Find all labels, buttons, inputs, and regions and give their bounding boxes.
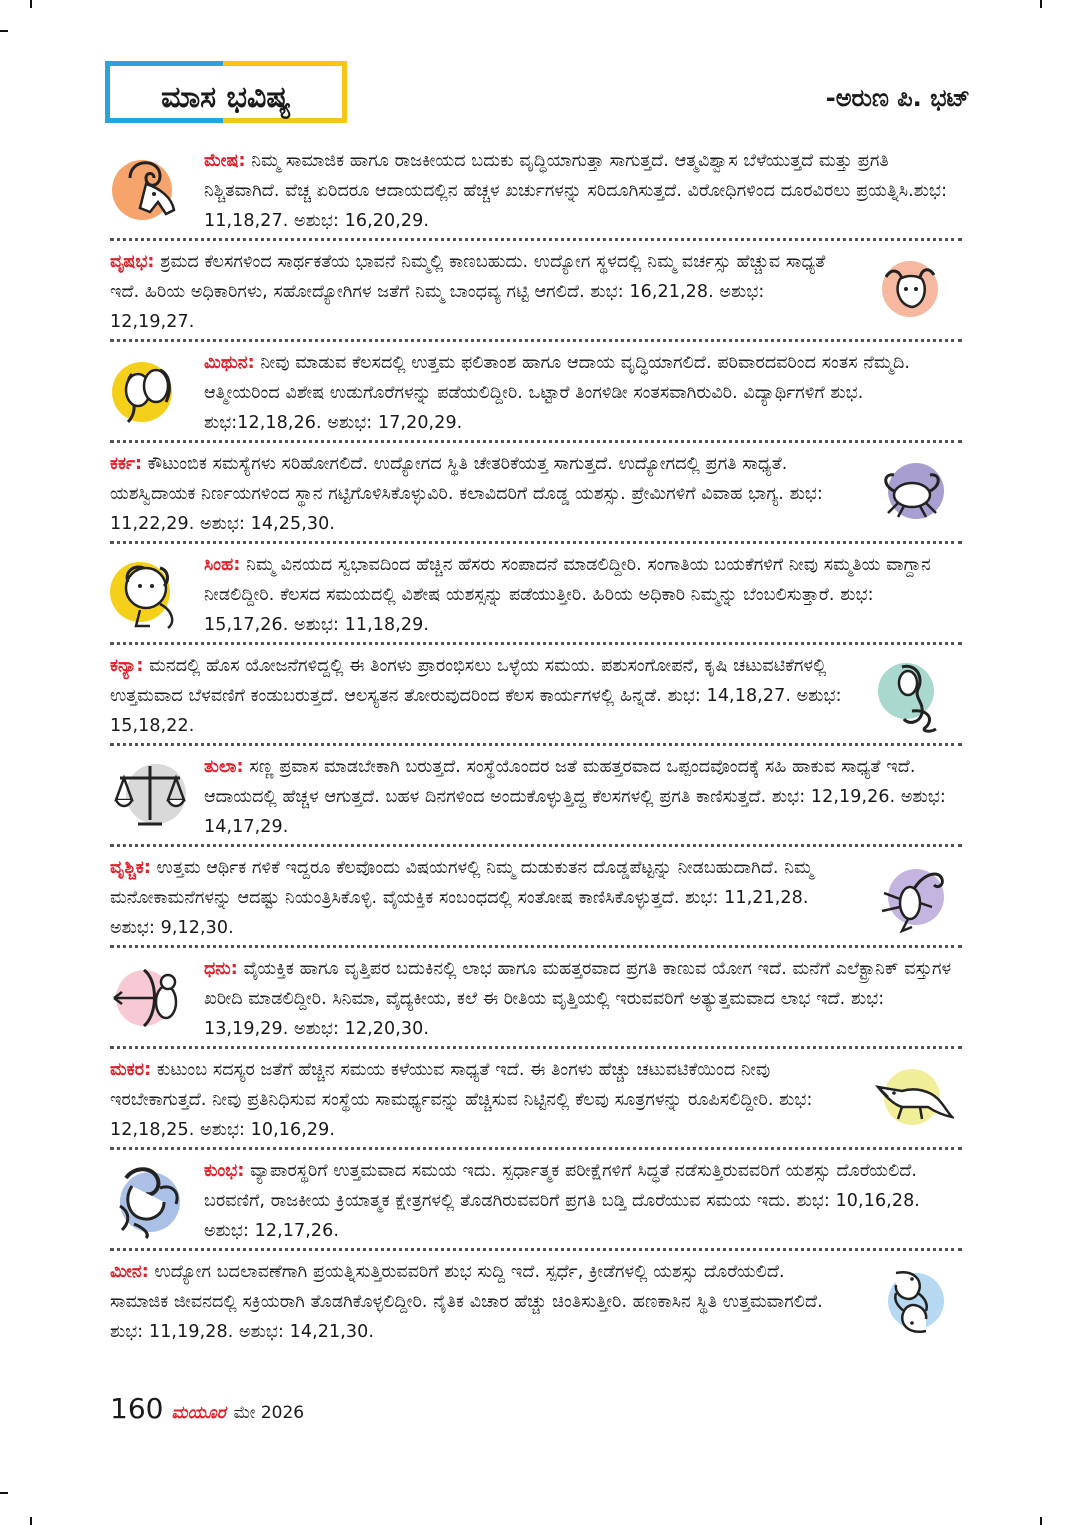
sign-name: ಮೇಷ: xyxy=(204,151,246,171)
entry-text xyxy=(110,247,842,337)
sign-name: ಸಿಂಹ: xyxy=(204,555,241,575)
crop-mark xyxy=(30,0,32,8)
libra-scales-icon xyxy=(110,754,192,836)
scorpio-scorpion-icon xyxy=(872,855,954,937)
entry-text xyxy=(204,550,962,640)
issue-date: ಮೇ 2026 xyxy=(233,1403,305,1423)
title-box xyxy=(110,66,342,128)
cancer-crab-icon xyxy=(872,451,954,533)
entry-text xyxy=(110,651,842,741)
sign-name: ಧನು: xyxy=(204,959,238,979)
prediction-text: ನಿಮ್ಮ ವಿನಯದ ಸ್ವಭಾವದಿಂದ ಹೆಚ್ಚಿನ ಹೆಸರು ಸಂಪಾದನೆ ಮಾಡಲಿದ್ದೀರಿ. ಸಂಗಾತಿಯ ಬಯಕೆಗಳಿಗೆ ನೀವು ಸಮ್ಮತಿಯ ವಾಗ್ದಾನ ನೀಡಲಿದ್ದೀರಿ. ಕೆಲಸದ ಸಮಯದಲ್ಲಿ ವಿಶೇಷ ಯಶಸ್ಸನ್ನು ಪಡೆಯುತ್ತೀರಿ. ಹಿರಿಯ ಅಧಿಕಾರಿ ನಿಮ್ಮನ್ನು ಬೆಂಬಲಿಸುತ್ತಾರೆ. ಶುಭ: 15,17,26. ಅಶುಭ: 11,18,29. xyxy=(204,555,931,635)
page-footer xyxy=(110,1392,304,1425)
entry-text xyxy=(110,449,842,539)
horoscope-entry-sagittarius xyxy=(110,948,962,1049)
horoscope-entry-cancer xyxy=(110,443,962,544)
entry-text xyxy=(110,1257,842,1347)
entry-text xyxy=(110,853,842,943)
entry-text xyxy=(204,752,962,842)
prediction-text: ನೀವು ಮಾಡುವ ಕೆಲಸದಲ್ಲಿ ಉತ್ತಮ ಫಲಿತಾಂಶ ಹಾಗೂ ಆದಾಯ ವೃದ್ಧಿಯಾಗಲಿದೆ. ಪರಿವಾರದವರಿಂದ ಸಂತಸ ನೆಮ್ಮದಿ. ಆತ್ಮೀಯರಿಂದ ವಿಶೇಷ ಉಡುಗೊರೆಗಳನ್ನು ಪಡೆಯಲಿದ್ದೀರಿ. ಒಟ್ಟಾರೆ ತಿಂಗಳಿಡೀ ಸಂತಸವಾಗಿರುವಿರಿ. ವಿದ್ಯಾರ್ಥಿಗಳಿಗೆ ಶುಭ. ಶುಭ:12,18,26. ಅಶುಭ: 17,20,29. xyxy=(204,353,911,433)
horoscope-entry-libra xyxy=(110,746,962,847)
entry-text xyxy=(204,954,962,1044)
sign-name: ಕರ್ಕ: xyxy=(110,454,143,474)
pisces-fish-icon xyxy=(872,1259,954,1341)
horoscope-entry-pisces xyxy=(110,1251,962,1352)
prediction-text: ಮನದಲ್ಲಿ ಹೊಸ ಯೋಜನೆಗಳಿದ್ದಲ್ಲಿ ಈ ತಿಂಗಳು ಪ್ರಾರಂಭಿಸಲು ಒಳ್ಳೆಯ ಸಮಯ. ಪಶುಸಂಗೋಪನೆ, ಕೃಷಿ ಚಟುವಟಿಕೆಗಳಲ್ಲಿ ಉತ್ತಮವಾದ ಬೆಳವಣಿಗೆ ಕಂಡುಬರುತ್ತದೆ. ಆಲಸ್ಯತನ ತೋರುವುದರಿಂದ ಕೆಲಸ ಕಾರ್ಯಗಳಲ್ಲಿ ಹಿನ್ನಡೆ. ಶುಭ: 14,18,27. ಅಶುಭ: 15,18,22. xyxy=(110,656,842,736)
entry-text xyxy=(204,348,962,438)
leo-lion-icon xyxy=(110,552,192,634)
sign-name: ವೃಶ್ಚಿಕ: xyxy=(110,858,151,878)
horoscope-list xyxy=(110,140,962,1352)
entry-text xyxy=(204,1156,962,1246)
page-title: ಮಾಸ ಭವಿಷ್ಯ xyxy=(161,79,291,115)
prediction-text: ಸಣ್ಣ ಪ್ರವಾಸ ಮಾಡಬೇಕಾಗಿ ಬರುತ್ತದೆ. ಸಂಸ್ಥೆಯೊಂದರ ಜತೆ ಮಹತ್ತರವಾದ ಒಪ್ಪಂದವೊಂದಕ್ಕೆ ಸಹಿ ಹಾಕುವ ಸಾಧ್ಯತೆ ಇದೆ. ಆದಾಯದಲ್ಲಿ ಹೆಚ್ಚಳ ಆಗುತ್ತದೆ. ಬಹಳ ದಿನಗಳಿಂದ ಅಂದುಕೊಳ್ಳುತ್ತಿದ್ದ ಕೆಲಸಗಳಲ್ಲಿ ಪ್ರಗತಿ ಕಾಣಿಸುತ್ತದೆ. ಶುಭ: 12,19,26. ಅಶುಭ: 14,17,29. xyxy=(204,757,946,837)
prediction-text: ಉದ್ಯೋಗ ಬದಲಾವಣೆಗಾಗಿ ಪ್ರಯತ್ನಿಸುತ್ತಿರುವವರಿಗೆ ಶುಭ ಸುದ್ದಿ ಇದೆ. ಸ್ಪರ್ಧೆ, ಕ್ರೀಡೆಗಳಲ್ಲಿ ಯಶಸ್ಸು ದೊರೆಯಲಿದೆ. ಸಾಮಾಜಿಕ ಜೀವನದಲ್ಲಿ ಸಕ್ರಿಯರಾಗಿ ತೊಡಗಿಕೊಳ್ಳಲಿದ್ದೀರಿ. ನೈತಿಕ ವಿಚಾರ ಹೆಚ್ಚು ಚಿಂತಿಸುತ್ತೀರಿ. ಹಣಕಾಸಿನ ಸ್ಥಿತಿ ಉತ್ತಮವಾಗಲಿದೆ. ಶುಭ: 11,19,28. ಅಶುಭ: 14,21,30. xyxy=(110,1262,823,1342)
sign-name: ವೃಷಭ: xyxy=(110,252,155,272)
prediction-text: ನಿಮ್ಮ ಸಾಮಾಜಿಕ ಹಾಗೂ ರಾಜಕೀಯದ ಬದುಕು ವೃದ್ಧಿಯಾಗುತ್ತಾ ಸಾಗುತ್ತದೆ. ಆತ್ಮವಿಶ್ವಾಸ ಬೆಳೆಯುತ್ತದೆ ಮತ್ತು ಪ್ರಗತಿ ನಿಶ್ಚಿತವಾಗಿದೆ. ವೆಚ್ಚ ಏರಿದರೂ ಆದಾಯದಲ್ಲಿನ ಹೆಚ್ಚಳ ಖರ್ಚುಗಳನ್ನು ಸರಿದೂಗಿಸುತ್ತದೆ. ವಿರೋಧಿಗಳಿಂದ ದೂರವಿರಲು ಪ್ರಯತ್ನಿಸಿ.ಶುಭ: 11,18,27. ಅಶುಭ: 16,20,29. xyxy=(204,151,948,231)
taurus-bull-icon xyxy=(872,249,954,331)
prediction-text: ಉತ್ತಮ ಆರ್ಥಿಕ ಗಳಿಕೆ ಇದ್ದರೂ ಕೆಲವೊಂದು ವಿಷಯಗಳಲ್ಲಿ ನಿಮ್ಮ ದುಡುಕುತನ ದೊಡ್ಡಪೆಟ್ಟನ್ನು ನೀಡಬಹುದಾಗಿದೆ. ನಿಮ್ಮ ಮನೋಕಾಮನೆಗಳನ್ನು ಆದಷ್ಟು ನಿಯಂತ್ರಿಸಿಕೊಳ್ಳಿ. ವೈಯಕ್ತಿಕ ಸಂಬಂಧದಲ್ಲಿ ಸಂತೋಷ ಕಾಣಿಸಿಕೊಳ್ಳುತ್ತದೆ. ಶುಭ: 11,21,28. ಅಶುಭ: 9,12,30. xyxy=(110,858,814,938)
horoscope-entry-taurus xyxy=(110,241,962,342)
entry-text xyxy=(204,146,962,236)
magazine-logo: ಮಯೂರ xyxy=(171,1403,226,1423)
entry-text xyxy=(110,1055,842,1145)
crop-mark xyxy=(30,1517,32,1525)
horoscope-entry-gemini xyxy=(110,342,962,443)
sign-name: ಮಕರ: xyxy=(110,1060,152,1080)
author-name: -ಅರುಣ ಪಿ. ಭಟ್ xyxy=(825,84,970,112)
page-header xyxy=(110,66,970,130)
horoscope-entry-virgo xyxy=(110,645,962,746)
prediction-text: ವ್ಯಾಪಾರಸ್ಥರಿಗೆ ಉತ್ತಮವಾದ ಸಮಯ ಇದು. ಸ್ಪರ್ಧಾತ್ಮಕ ಪರೀಕ್ಷೆಗಳಿಗೆ ಸಿದ್ಧತೆ ನಡೆಸುತ್ತಿರುವವರಿಗೆ ಯಶಸ್ಸು ದೊರೆಯಲಿದೆ. ಬರವಣಿಗೆ, ರಾಜಕೀಯ ಕ್ರಿಯಾತ್ಮಕ ಕ್ಷೇತ್ರಗಳಲ್ಲಿ ತೊಡಗಿರುವವರಿಗೆ ಪ್ರಗತಿ ಬಡ್ತಿ ದೊರೆಯುವ ಸಮಯ ಇದು. ಶುಭ: 10,16,28. ಅಶುಭ: 12,17,26. xyxy=(204,1161,920,1241)
capricorn-crocodile-icon xyxy=(872,1057,954,1139)
aquarius-pot-icon xyxy=(110,1158,192,1240)
crop-mark xyxy=(1040,0,1042,8)
prediction-text: ಕೌಟುಂಬಿಕ ಸಮಸ್ಯೆಗಳು ಸರಿಹೋಗಲಿದೆ. ಉದ್ಯೋಗದ ಸ್ಥಿತಿ ಚೇತರಿಕೆಯತ್ತ ಸಾಗುತ್ತದೆ. ಉದ್ಯೋಗದಲ್ಲಿ ಪ್ರಗತಿ ಸಾಧ್ಯತೆ. ಯಶಸ್ವಿದಾಯಕ ನಿರ್ಣಯಗಳಿಂದ ಸ್ಥಾನ ಗಟ್ಟಿಗೊಳಿಸಿಕೊಳ್ಳುವಿರಿ. ಕಲಾವಿದರಿಗೆ ದೊಡ್ಡ ಯಶಸ್ಸು. ಪ್ರೇಮಿಗಳಿಗೆ ವಿವಾಹ ಭಾಗ್ಯ. ಶುಭ: 11,22,29. ಅಶುಭ: 14,25,30. xyxy=(110,454,823,534)
sign-name: ತುಲಾ: xyxy=(204,757,244,777)
horoscope-entry-capricorn xyxy=(110,1049,962,1150)
prediction-text: ಕುಟುಂಬ ಸದಸ್ಯರ ಜತೆಗೆ ಹೆಚ್ಚಿನ ಸಮಯ ಕಳೆಯುವ ಸಾಧ್ಯತೆ ಇದೆ. ಈ ತಿಂಗಳು ಹೆಚ್ಚು ಚಟುವಟಿಕೆಯಿಂದ ನೀವು ಇರಬೇಕಾಗುತ್ತದೆ. ನೀವು ಪ್ರತಿನಿಧಿಸುವ ಸಂಸ್ಥೆಯ ಸಾಮರ್ಥ್ಯವನ್ನು ಹೆಚ್ಚಿಸುವ ನಿಟ್ಟಿನಲ್ಲಿ ಕೆಲವು ಸೂತ್ರಗಳನ್ನು ರೂಪಿಸಲಿದ್ದೀರಿ. ಶುಭ: 12,18,25. ಅಶುಭ: 10,16,29. xyxy=(110,1060,813,1140)
sign-name: ಮಿಥುನ: xyxy=(204,353,255,373)
crop-mark xyxy=(0,30,8,32)
horoscope-entry-leo xyxy=(110,544,962,645)
aries-ram-icon xyxy=(110,148,192,230)
horoscope-entry-aquarius xyxy=(110,1150,962,1251)
prediction-text: ವೈಯಕ್ತಿಕ ಹಾಗೂ ವೃತ್ತಿಪರ ಬದುಕಿನಲ್ಲಿ ಲಾಭ ಹಾಗೂ ಮಹತ್ತರವಾದ ಪ್ರಗತಿ ಕಾಣುವ ಯೋಗ ಇದೆ. ಮನೆಗೆ ಎಲೆಕ್ಟ್ರಾನಿಕ್ ವಸ್ತುಗಳ ಖರೀದಿ ಮಾಡಲಿದ್ದೀರಿ. ಸಿನಿಮಾ, ವೈದ್ಯಕೀಯ, ಕಲೆ ಈ ರೀತಿಯ ವೃತ್ತಿಯಲ್ಲಿ ಇರುವವರಿಗೆ ಅತ್ಯುತ್ತಮವಾದ ಲಾಭ ಇದೆ. ಶುಭ: 13,19,29. ಅಶುಭ: 12,20,30. xyxy=(204,959,952,1039)
sign-name: ಕನ್ಯಾ: xyxy=(110,656,144,676)
prediction-text: ಶ್ರಮದ ಕೆಲಸಗಳಿಂದ ಸಾರ್ಥಕತೆಯ ಭಾವನೆ ನಿಮ್ಮಲ್ಲಿ ಕಾಣಬಹುದು. ಉದ್ಯೋಗ ಸ್ಥಳದಲ್ಲಿ ನಿಮ್ಮ ವರ್ಚಸ್ಸು ಹೆಚ್ಚುವ ಸಾಧ್ಯತೆ ಇದೆ. ಹಿರಿಯ ಅಧಿಕಾರಿಗಳು, ಸಹೋದ್ಯೋಗಿಗಳ ಜತೆಗೆ ನಿಮ್ಮ ಬಾಂಧವ್ಯ ಗಟ್ಟಿ ಆಗಲಿದೆ. ಶುಭ: 16,21,28. ಅಶುಭ: 12,19,27. xyxy=(110,252,826,332)
sign-name: ಮೀನ: xyxy=(110,1262,149,1282)
horoscope-entry-aries xyxy=(110,140,962,241)
sagittarius-archer-icon xyxy=(110,956,192,1038)
crop-mark xyxy=(0,1492,8,1494)
page-number: 160 xyxy=(110,1392,164,1425)
gemini-twins-icon xyxy=(110,350,192,432)
horoscope-entry-scorpio xyxy=(110,847,962,948)
sign-name: ಕುಂಭ: xyxy=(204,1161,245,1181)
crop-mark xyxy=(1040,1517,1042,1525)
virgo-maiden-icon xyxy=(872,653,954,735)
